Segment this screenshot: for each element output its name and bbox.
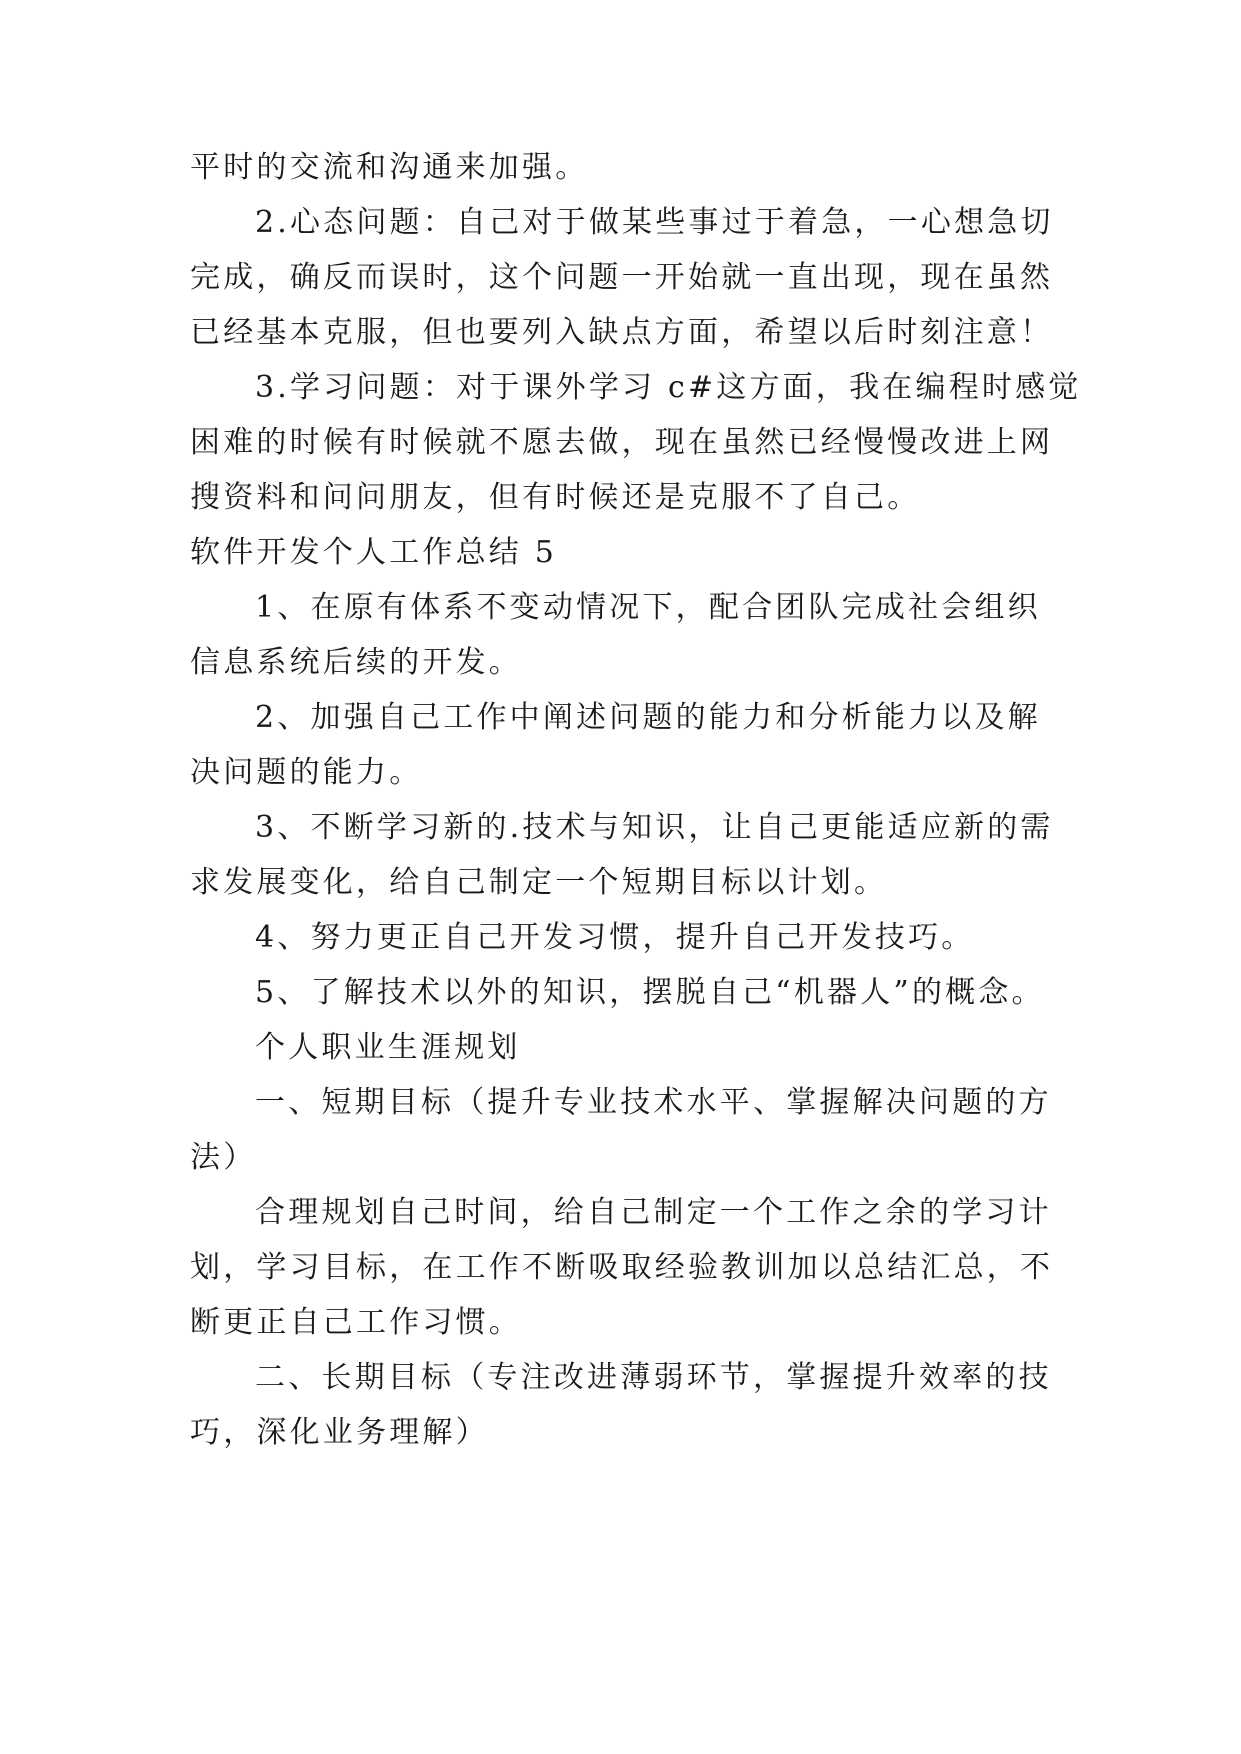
text-line: 二、长期目标（专注改进薄弱环节，掌握提升效率的技 bbox=[255, 1360, 1052, 1395]
section-heading: 软件开发个人工作总结 5 bbox=[190, 535, 558, 570]
text-line: 1、在原有体系不变动情况下，配合团队完成社会组织 bbox=[255, 590, 1041, 625]
text-line: 困难的时候有时候就不愿去做，现在虽然已经慢慢改进上网 bbox=[190, 425, 1054, 460]
text-line: 2.心态问题：自己对于做某些事过于着急，一心想急切 bbox=[255, 205, 1054, 240]
text-line: 3、不断学习新的.技术与知识，让自己更能适应新的需 bbox=[255, 810, 1054, 845]
text-line: 决问题的能力。 bbox=[190, 755, 423, 790]
text-line: 断更正自己工作习惯。 bbox=[190, 1305, 522, 1340]
text-line: 巧，深化业务理解） bbox=[190, 1415, 489, 1450]
text-line: 已经基本克服，但也要列入缺点方面，希望以后时刻注意！ bbox=[190, 315, 1054, 350]
subsection-heading: 个人职业生涯规划 bbox=[255, 1030, 521, 1065]
text-line: 2、加强自己工作中阐述问题的能力和分析能力以及解 bbox=[255, 700, 1041, 735]
text-line: 信息系统后续的开发。 bbox=[190, 645, 522, 680]
text-line: 法） bbox=[190, 1140, 257, 1175]
text-line: 平时的交流和沟通来加强。 bbox=[190, 150, 589, 185]
text-line: 划，学习目标，在工作不断吸取经验教训加以总结汇总，不 bbox=[190, 1250, 1054, 1285]
text-line: 合理规划自己时间，给自己制定一个工作之余的学习计 bbox=[255, 1195, 1052, 1230]
text-line: 5、了解技术以外的知识，摆脱自己“机器人”的概念。 bbox=[255, 975, 1045, 1010]
text-line: 4、努力更正自己开发习惯，提升自己开发技巧。 bbox=[255, 920, 975, 955]
text-line: 搜资料和问问朋友，但有时候还是克服不了自己。 bbox=[190, 480, 921, 515]
text-line: 一、短期目标（提升专业技术水平、掌握解决问题的方 bbox=[255, 1085, 1052, 1120]
text-line: 完成，确反而误时，这个问题一开始就一直出现，现在虽然 bbox=[190, 260, 1054, 295]
text-line: 3.学习问题：对于课外学习 c#这方面，我在编程时感觉 bbox=[255, 370, 1082, 405]
text-line: 求发展变化，给自己制定一个短期目标以计划。 bbox=[190, 865, 888, 900]
